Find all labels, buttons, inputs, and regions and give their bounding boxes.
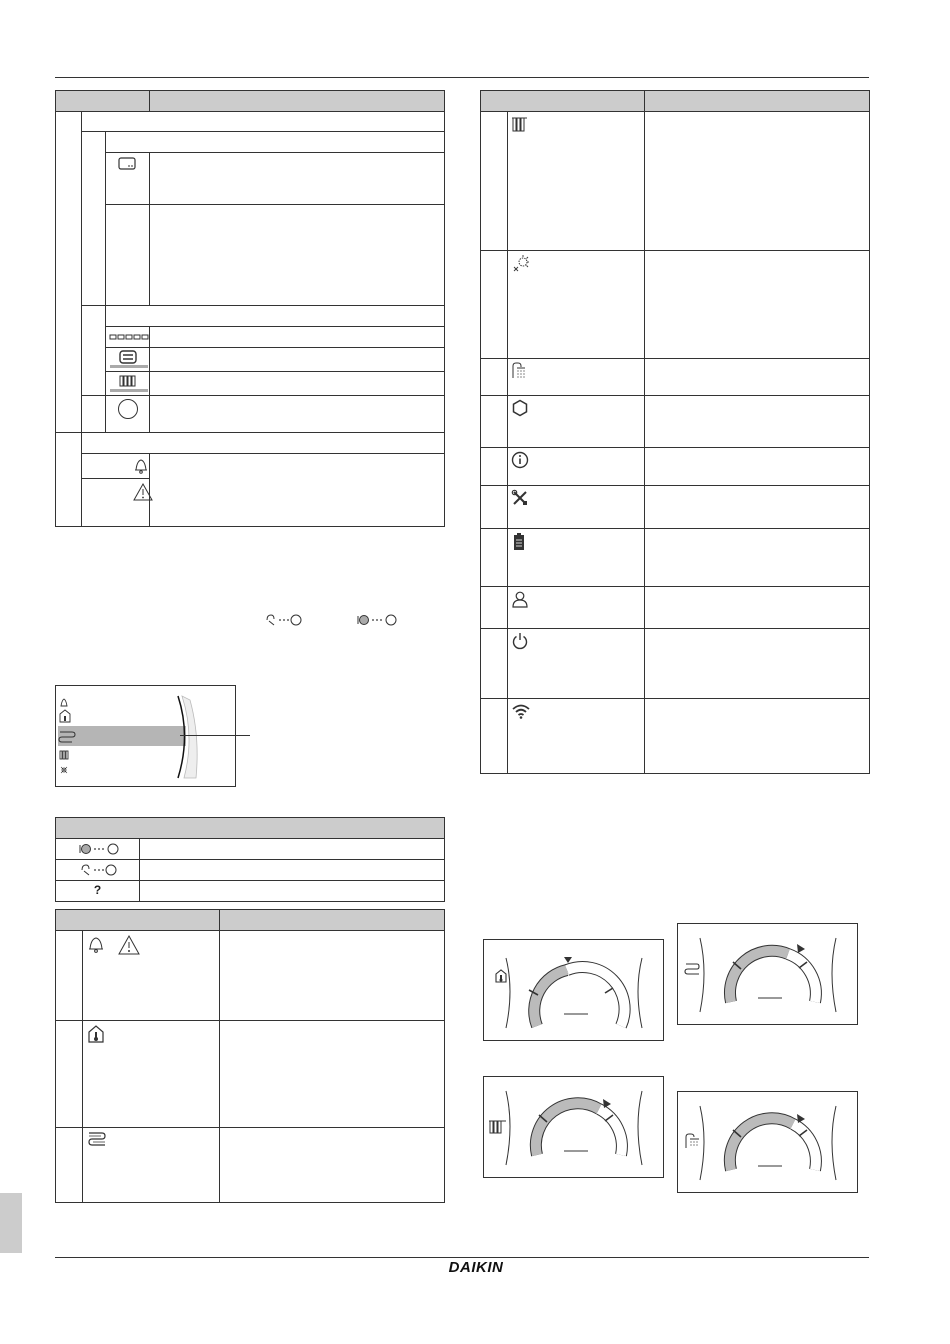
thermostat-connector-icon [78, 842, 139, 856]
clipboard-icon [511, 532, 644, 552]
side-tab [0, 1193, 22, 1253]
info-icon [511, 451, 644, 469]
gauge-screen-radiator [483, 1076, 664, 1178]
hexagon-icon [511, 399, 644, 417]
remote-connector-icon [265, 613, 303, 627]
brand-logo: DAIKIN [448, 1259, 504, 1276]
bell-warning-icons [87, 934, 219, 956]
radiator-icon [511, 115, 644, 133]
user-icon [511, 590, 644, 608]
callout-line [180, 735, 250, 736]
remote-connector-icon [80, 863, 139, 877]
dashed-line-icon [109, 333, 149, 341]
left-icon-table [55, 90, 445, 527]
screen-mockup [55, 685, 236, 787]
footer-rule [55, 1257, 869, 1258]
shower-icon [511, 362, 644, 380]
help-mark: ? [56, 881, 140, 902]
gauge-screen-dhw [677, 1091, 858, 1193]
floor-heating-icon [87, 1131, 219, 1149]
gauge-screen-floor [677, 923, 858, 1025]
left-status-table [55, 909, 445, 1203]
circle-icon [117, 398, 149, 420]
help-table [55, 817, 445, 902]
power-icon [511, 632, 644, 650]
radiator-bar-icon [109, 374, 149, 394]
gauge-screen-room [483, 939, 664, 1041]
bell-icon [132, 457, 149, 475]
header-rule [55, 77, 869, 78]
tank-bar-icon [109, 350, 149, 370]
thermostat-connector-icon [356, 613, 400, 627]
tools-icon [511, 489, 644, 507]
right-icon-table [480, 90, 870, 774]
defrost-sun-icon [511, 254, 644, 274]
wifi-icon [511, 702, 644, 720]
house-thermometer-icon [87, 1024, 219, 1044]
warning-icon [132, 482, 149, 502]
remote-controller-icon [118, 157, 149, 171]
